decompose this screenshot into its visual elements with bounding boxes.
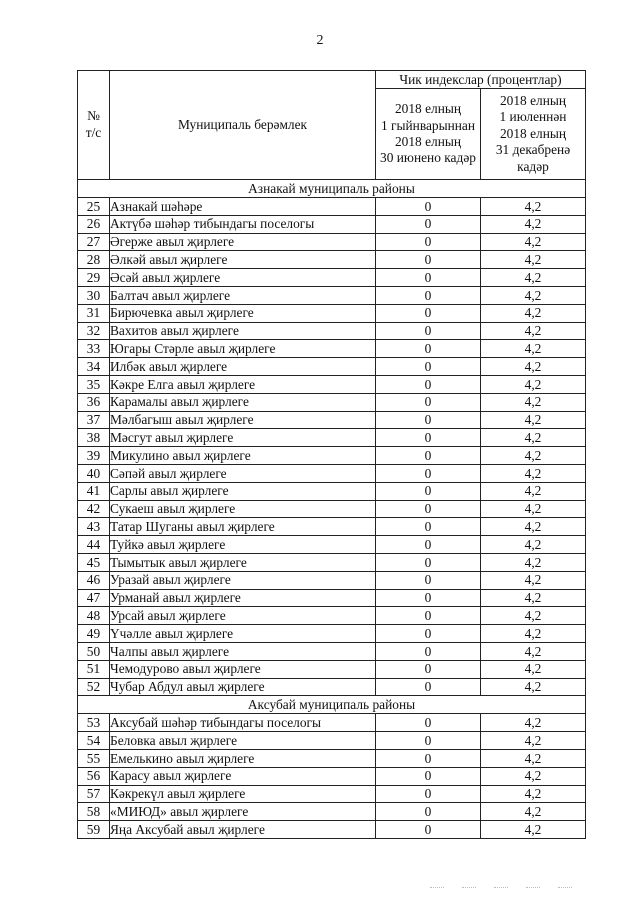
row-number: 37	[78, 411, 110, 429]
row-number: 29	[78, 269, 110, 287]
row-value-second-half: 4,2	[481, 358, 586, 376]
row-number: 55	[78, 749, 110, 767]
row-value-first-half: 0	[376, 803, 481, 821]
row-value-first-half: 0	[376, 233, 481, 251]
row-municipality: Илбәк авыл җирлеге	[110, 358, 376, 376]
row-number: 38	[78, 429, 110, 447]
table-row	[78, 304, 586, 322]
row-value-second-half: 4,2	[481, 464, 586, 482]
row-number: 53	[78, 714, 110, 732]
table-row	[78, 447, 586, 465]
row-number: 54	[78, 732, 110, 750]
row-value-first-half: 0	[376, 215, 481, 233]
table-row	[78, 198, 586, 216]
row-municipality: Тымытык авыл җирлеге	[110, 553, 376, 571]
row-value-second-half: 4,2	[481, 607, 586, 625]
table-row	[78, 607, 586, 625]
scan-artifact	[430, 887, 590, 893]
row-municipality: Вахитов авыл җирлеге	[110, 322, 376, 340]
table-row	[78, 340, 586, 358]
row-municipality: Мәсгут авыл җирлеге	[110, 429, 376, 447]
row-value-second-half: 4,2	[481, 304, 586, 322]
row-number: 25	[78, 198, 110, 216]
table-row	[78, 251, 586, 269]
section-row	[78, 180, 586, 198]
page-number: 2	[316, 33, 324, 48]
table-row	[78, 215, 586, 233]
row-municipality: Кәкрекүл авыл җирлеге	[110, 785, 376, 803]
row-municipality: Әлкәй авыл җирлеге	[110, 251, 376, 269]
row-value-first-half: 0	[376, 482, 481, 500]
row-municipality: Үчәлле авыл җирлеге	[110, 625, 376, 643]
row-municipality: Кәкре Елга авыл җирлеге	[110, 375, 376, 393]
table-row	[78, 536, 586, 554]
row-value-second-half: 4,2	[481, 732, 586, 750]
row-municipality: Әсәй авыл җирлеге	[110, 269, 376, 287]
row-municipality: Карасу авыл җирлеге	[110, 767, 376, 785]
row-value-second-half: 4,2	[481, 678, 586, 696]
row-municipality: Яңа Аксубай авыл җирлеге	[110, 821, 376, 839]
table-row	[78, 464, 586, 482]
table-row	[78, 358, 586, 376]
row-value-second-half: 4,2	[481, 447, 586, 465]
table-row	[78, 571, 586, 589]
row-number: 46	[78, 571, 110, 589]
row-municipality: Урманай авыл җирлеге	[110, 589, 376, 607]
row-municipality: Сарлы авыл җирлеге	[110, 482, 376, 500]
row-number: 28	[78, 251, 110, 269]
row-municipality: Югары Стәрле авыл җирлеге	[110, 340, 376, 358]
row-municipality: Татар Шуганы авыл җирлеге	[110, 518, 376, 536]
header-number: № т/с	[78, 71, 110, 180]
table-row	[78, 553, 586, 571]
row-value-first-half: 0	[376, 749, 481, 767]
table-row	[78, 233, 586, 251]
row-municipality: Сәпәй авыл җирлеге	[110, 464, 376, 482]
row-value-second-half: 4,2	[481, 393, 586, 411]
row-value-first-half: 0	[376, 678, 481, 696]
row-municipality: Чубар Абдул авыл җирлеге	[110, 678, 376, 696]
row-value-second-half: 4,2	[481, 429, 586, 447]
row-number: 35	[78, 375, 110, 393]
row-municipality: Карамалы авыл җирлеге	[110, 393, 376, 411]
row-value-first-half: 0	[376, 767, 481, 785]
row-value-second-half: 4,2	[481, 322, 586, 340]
row-value-second-half: 4,2	[481, 785, 586, 803]
table-row	[78, 518, 586, 536]
row-value-first-half: 0	[376, 286, 481, 304]
row-value-first-half: 0	[376, 198, 481, 216]
row-number: 59	[78, 821, 110, 839]
row-value-first-half: 0	[376, 714, 481, 732]
table-row	[78, 429, 586, 447]
table-row	[78, 660, 586, 678]
table-row	[78, 411, 586, 429]
row-number: 34	[78, 358, 110, 376]
row-number: 42	[78, 500, 110, 518]
row-number: 48	[78, 607, 110, 625]
row-value-first-half: 0	[376, 821, 481, 839]
row-municipality: Мәлбагыш авыл җирлеге	[110, 411, 376, 429]
table-row	[78, 286, 586, 304]
row-value-first-half: 0	[376, 625, 481, 643]
row-value-second-half: 4,2	[481, 500, 586, 518]
row-value-second-half: 4,2	[481, 518, 586, 536]
row-value-second-half: 4,2	[481, 571, 586, 589]
row-value-first-half: 0	[376, 429, 481, 447]
row-number: 40	[78, 464, 110, 482]
table-body	[78, 180, 586, 839]
row-value-second-half: 4,2	[481, 251, 586, 269]
row-value-second-half: 4,2	[481, 803, 586, 821]
row-value-first-half: 0	[376, 642, 481, 660]
row-value-first-half: 0	[376, 358, 481, 376]
header-municipality: Муниципаль берәмлек	[110, 71, 376, 180]
row-value-first-half: 0	[376, 304, 481, 322]
row-value-second-half: 4,2	[481, 767, 586, 785]
section-title: Аксубай муниципаль районы	[78, 696, 586, 714]
row-municipality: Урсай авыл җирлеге	[110, 607, 376, 625]
table-row	[78, 749, 586, 767]
table-row	[78, 482, 586, 500]
row-value-second-half: 4,2	[481, 642, 586, 660]
row-value-second-half: 4,2	[481, 660, 586, 678]
row-value-second-half: 4,2	[481, 625, 586, 643]
row-value-second-half: 4,2	[481, 482, 586, 500]
row-value-first-half: 0	[376, 375, 481, 393]
row-value-second-half: 4,2	[481, 821, 586, 839]
row-value-second-half: 4,2	[481, 714, 586, 732]
table-row	[78, 625, 586, 643]
row-number: 57	[78, 785, 110, 803]
table-row	[78, 821, 586, 839]
row-value-first-half: 0	[376, 785, 481, 803]
row-value-second-half: 4,2	[481, 233, 586, 251]
row-number: 30	[78, 286, 110, 304]
row-value-first-half: 0	[376, 553, 481, 571]
municipal-index-table	[77, 70, 586, 839]
row-municipality: «МИЮД» авыл җирлеге	[110, 803, 376, 821]
row-municipality: Чалпы авыл җирлеге	[110, 642, 376, 660]
row-municipality: Уразай авыл җирлеге	[110, 571, 376, 589]
row-municipality: Аксубай шәһәр тибындагы поселогы	[110, 714, 376, 732]
row-value-first-half: 0	[376, 500, 481, 518]
row-number: 32	[78, 322, 110, 340]
row-value-second-half: 4,2	[481, 340, 586, 358]
table-row	[78, 803, 586, 821]
table-row	[78, 767, 586, 785]
table-row	[78, 269, 586, 287]
row-number: 58	[78, 803, 110, 821]
row-value-first-half: 0	[376, 251, 481, 269]
row-value-second-half: 4,2	[481, 411, 586, 429]
row-value-first-half: 0	[376, 571, 481, 589]
table-row	[78, 732, 586, 750]
row-value-second-half: 4,2	[481, 269, 586, 287]
row-municipality: Чемодурово авыл җирлеге	[110, 660, 376, 678]
row-number: 33	[78, 340, 110, 358]
row-number: 43	[78, 518, 110, 536]
row-value-first-half: 0	[376, 269, 481, 287]
row-number: 45	[78, 553, 110, 571]
row-number: 27	[78, 233, 110, 251]
table-row	[78, 589, 586, 607]
table-row	[78, 785, 586, 803]
row-municipality: Микулино авыл җирлеге	[110, 447, 376, 465]
row-municipality: Емелькино авыл җирлеге	[110, 749, 376, 767]
row-value-first-half: 0	[376, 411, 481, 429]
header-period-first-half: 2018 елның 1 гыйнварыннан 2018 елның 30 июнено кадәр	[376, 89, 481, 180]
row-municipality: Әгерже авыл җирлеге	[110, 233, 376, 251]
section-title: Азнакай муниципаль районы	[78, 180, 586, 198]
row-number: 31	[78, 304, 110, 322]
table-row	[78, 393, 586, 411]
row-value-second-half: 4,2	[481, 536, 586, 554]
row-number: 36	[78, 393, 110, 411]
row-number: 52	[78, 678, 110, 696]
row-number: 26	[78, 215, 110, 233]
row-municipality: Азнакай шәһәре	[110, 198, 376, 216]
row-number: 56	[78, 767, 110, 785]
section-row	[78, 696, 586, 714]
row-value-first-half: 0	[376, 447, 481, 465]
row-value-first-half: 0	[376, 464, 481, 482]
row-value-second-half: 4,2	[481, 589, 586, 607]
row-value-first-half: 0	[376, 393, 481, 411]
row-value-second-half: 4,2	[481, 198, 586, 216]
row-municipality: Беловка авыл җирлеге	[110, 732, 376, 750]
table-row	[78, 678, 586, 696]
row-value-second-half: 4,2	[481, 375, 586, 393]
row-municipality: Актүбә шәһәр тибындагы поселогы	[110, 215, 376, 233]
table-row	[78, 714, 586, 732]
row-value-first-half: 0	[376, 518, 481, 536]
header-limit-indexes: Чик индекслар (процентлар)	[376, 71, 586, 89]
row-number: 49	[78, 625, 110, 643]
row-value-second-half: 4,2	[481, 553, 586, 571]
row-value-first-half: 0	[376, 660, 481, 678]
row-value-first-half: 0	[376, 589, 481, 607]
row-number: 50	[78, 642, 110, 660]
row-number: 44	[78, 536, 110, 554]
row-value-first-half: 0	[376, 732, 481, 750]
row-value-first-half: 0	[376, 322, 481, 340]
row-number: 39	[78, 447, 110, 465]
row-value-second-half: 4,2	[481, 286, 586, 304]
row-number: 51	[78, 660, 110, 678]
row-value-first-half: 0	[376, 340, 481, 358]
row-number: 41	[78, 482, 110, 500]
table-row	[78, 375, 586, 393]
row-value-second-half: 4,2	[481, 749, 586, 767]
table-row	[78, 500, 586, 518]
row-municipality: Туйкә авыл җирлеге	[110, 536, 376, 554]
row-municipality: Балтач авыл җирлеге	[110, 286, 376, 304]
row-value-first-half: 0	[376, 536, 481, 554]
row-value-first-half: 0	[376, 607, 481, 625]
table-row	[78, 322, 586, 340]
header-period-second-half: 2018 елның 1 июленнән 2018 елның 31 декабренә кадәр	[481, 89, 586, 180]
row-municipality: Бирючевка авыл җирлеге	[110, 304, 376, 322]
table-row	[78, 642, 586, 660]
row-number: 47	[78, 589, 110, 607]
row-municipality: Сукаеш авыл җирлеге	[110, 500, 376, 518]
row-value-second-half: 4,2	[481, 215, 586, 233]
